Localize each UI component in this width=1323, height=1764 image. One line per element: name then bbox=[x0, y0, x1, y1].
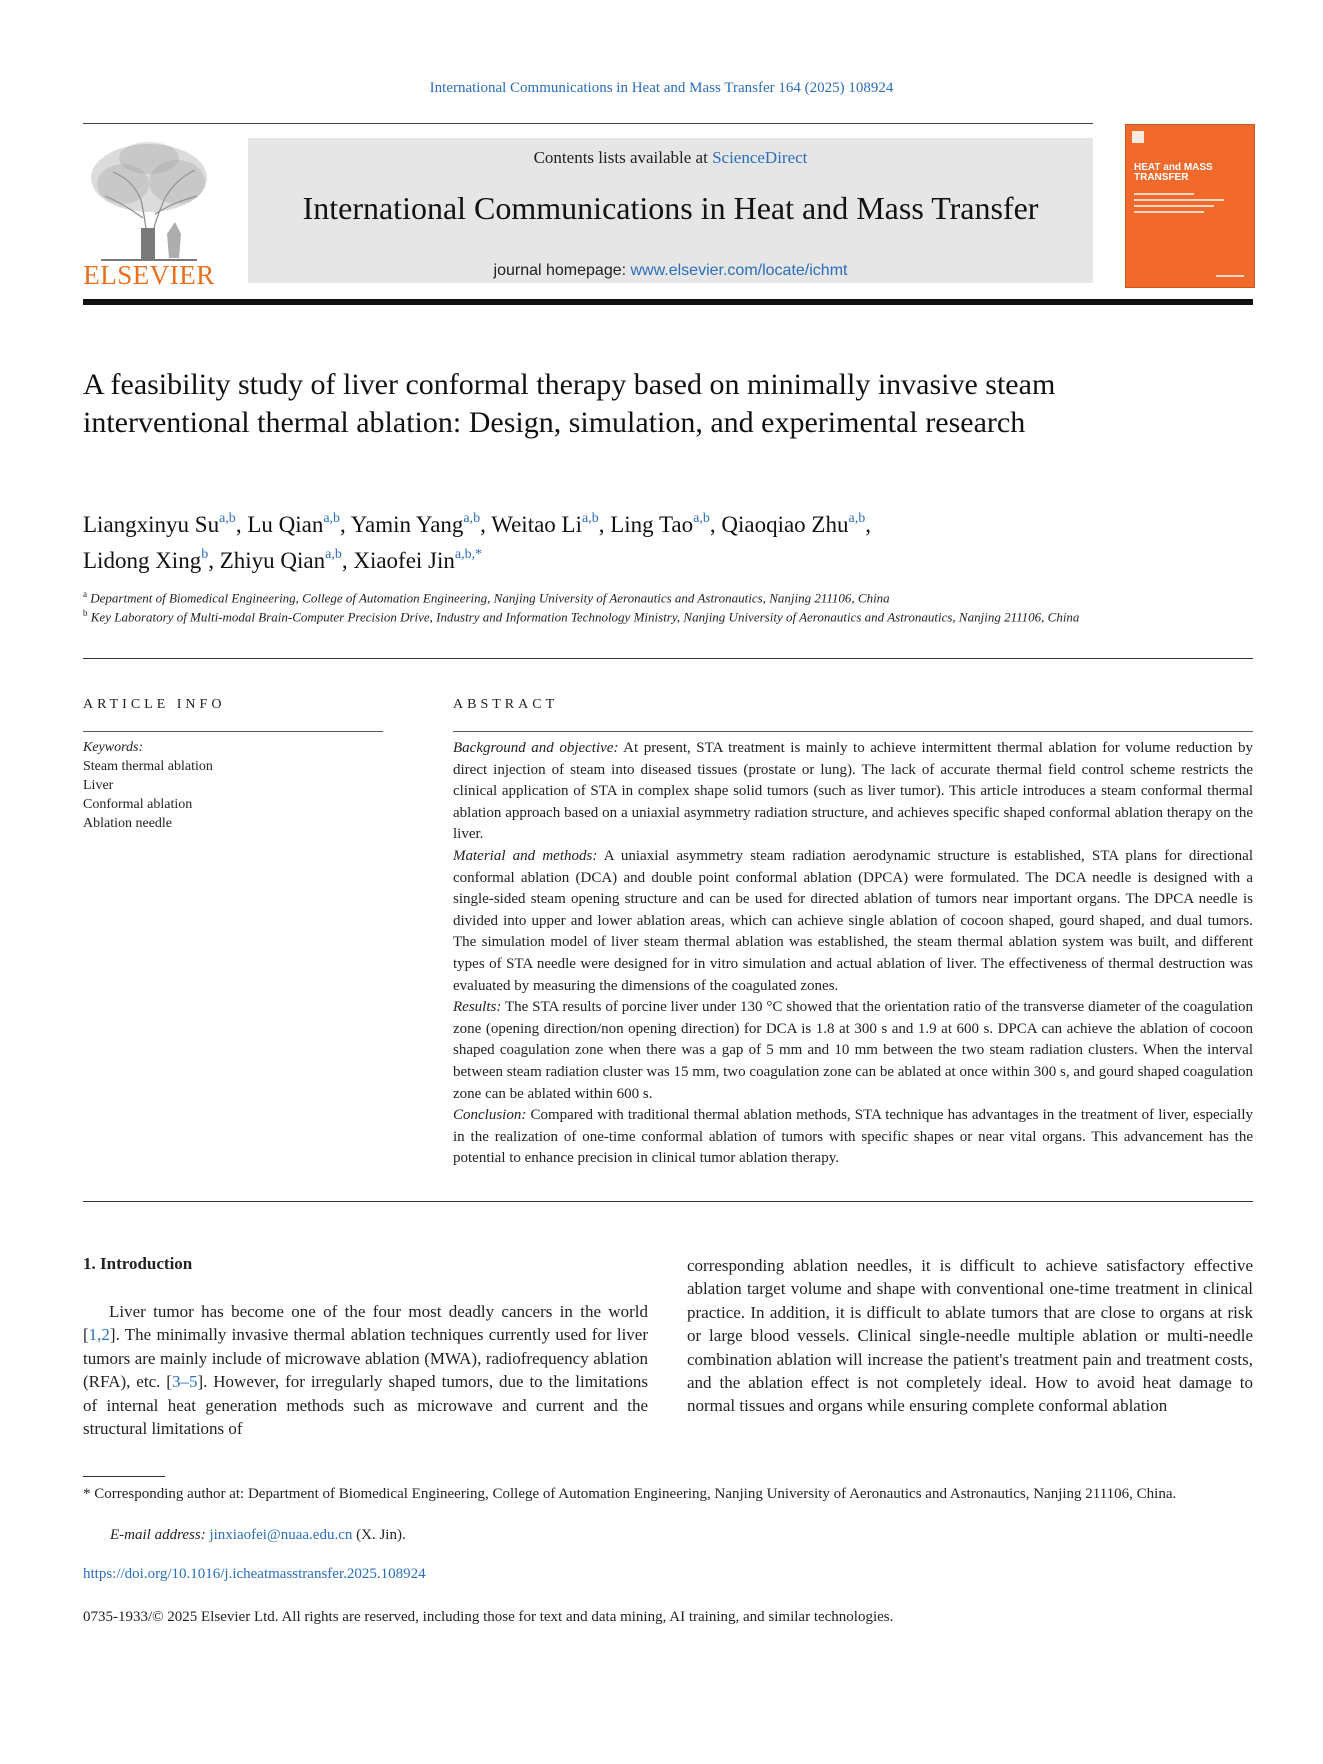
introduction-left-column bbox=[83, 1300, 648, 1440]
abstract-paragraph bbox=[453, 997, 1253, 1105]
author-name[interactable]: Lu Qian bbox=[247, 512, 324, 537]
sciencedirect-link[interactable]: ScienceDirect bbox=[712, 148, 808, 167]
affiliation-divider bbox=[83, 658, 1253, 659]
abstract-label: Conclusion: bbox=[453, 1107, 527, 1124]
author-name[interactable]: Lidong Xing bbox=[83, 548, 202, 573]
header-divider bbox=[83, 123, 1093, 124]
author-name[interactable]: Qiaoqiao Zhu bbox=[721, 512, 849, 537]
cover-text-line bbox=[1134, 193, 1194, 195]
author-affil-mark[interactable]: a,b bbox=[219, 511, 236, 526]
cover-title: HEAT and MASS TRANSFER bbox=[1134, 162, 1213, 183]
publisher-wordmark[interactable]: ELSEVIER bbox=[83, 260, 215, 290]
email-suffix: (X. Jin). bbox=[352, 1527, 406, 1543]
affiliation-mark: b bbox=[83, 608, 88, 618]
introduction-right-column: corresponding ablation needles, it is difficult to achieve satisfactory effective ablation target volume and shape with conventional one-time treatment in clinical practice. In addition, it is difficult to ablate tumors that are close to organs at risk or large blood vessels. Clinical single-needle multiple ablation or multi-needle combination ablation will increase the patient's treatment pain and treatment costs, and the ablation effect is not completely ideal. How to avoid heat damage to normal tissues and organs while ensuring complete conformal ablation bbox=[687, 1256, 1253, 1416]
affiliation-mark: a bbox=[83, 589, 87, 599]
doi-link[interactable]: https://doi.org/10.1016/j.icheatmasstransfer.2025.108924 bbox=[83, 1566, 426, 1582]
author-name[interactable]: Ling Tao bbox=[610, 512, 694, 537]
abstract-paragraph bbox=[453, 738, 1253, 846]
intro-text: ]. However, for irregularly shaped tumors, due to the limitations of internal heat generation methods such as microwave and current and the structural limitations of bbox=[83, 1372, 649, 1439]
copyright-notice: 0735-1933/© 2025 Elsevier Ltd. All rights are reserved, including those for text and data mining, AI training, and similar technologies. bbox=[83, 1609, 894, 1625]
contents-prefix: Contents lists available at bbox=[533, 148, 713, 167]
keyword: Liver bbox=[83, 778, 114, 793]
cover-text-line bbox=[1216, 275, 1244, 277]
abstract-text: Compared with traditional thermal ablation methods, STA technique has advantages in the treatment of liver, especially in the realization of one-time conformal ablation of tumors with specific shapes or near vital organs. This advancement has the potential to enhance precision in clinical tumor ablation therapy. bbox=[453, 1107, 1253, 1167]
author-name[interactable]: Liangxinyu Su bbox=[83, 512, 220, 537]
author-affil-mark[interactable]: a,b bbox=[582, 511, 599, 526]
keywords-label: Keywords: bbox=[83, 740, 144, 755]
author-affil-mark[interactable]: b bbox=[201, 547, 209, 562]
abstract-divider bbox=[453, 731, 1253, 732]
author-name[interactable]: Yamin Yang bbox=[350, 512, 464, 537]
author-affil-mark[interactable]: a,b,* bbox=[454, 547, 483, 562]
author-affil-mark[interactable]: a,b bbox=[325, 547, 342, 562]
keywords-block bbox=[83, 738, 213, 833]
affiliation-text: Department of Biomedical Engineering, College of Automation Engineering, Nanjing University of Aeronautics and Astronautics, Nanjing 211106, China bbox=[90, 590, 890, 606]
abstract-heading: ABSTRACT bbox=[453, 697, 559, 712]
abstract-body bbox=[453, 738, 1253, 1170]
abstract-text: A uniaxial asymmetry steam radiation aerodynamic structure is established, STA plans for directional conformal ablation (DCA) and double point conformal ablation (DPCA) were formulated. The DCA needle is designed with a single-sided steam opening structure and can be used for directed ablation of tumors near important organs. The DPCA needle is divided into upper and lower ablation areas, which can achieve single ablation of cocoon shaped, gourd shaped, and dual tumors. The simulation model of liver steam thermal ablation was established, the steam thermal ablation system was built, and different types of STA needle were designed for in vitro simulation and actual ablation of liver. The effectiveness of thermal destruction was evaluated by measuring the dimensions of the coagulated zones. bbox=[453, 847, 1254, 994]
author-affil-mark[interactable]: a,b bbox=[463, 511, 481, 526]
intro-text: Liver tumor has become one of the four most deadly cancers in the world [ bbox=[83, 1302, 648, 1345]
abstract-paragraph bbox=[453, 846, 1253, 997]
author-affil-mark[interactable]: a,b bbox=[848, 511, 866, 526]
keyword: Steam thermal ablation bbox=[83, 759, 213, 774]
homepage-prefix: journal homepage: bbox=[493, 262, 631, 279]
homepage-line bbox=[248, 262, 1093, 280]
cover-text-line bbox=[1134, 199, 1224, 201]
journal-cover-thumbnail[interactable] bbox=[1125, 124, 1255, 288]
affiliation-b bbox=[83, 604, 1203, 626]
keyword: Ablation needle bbox=[83, 816, 173, 831]
abstract-text: At present, STA treatment is mainly to achieve intermittent thermal ablation for volume reduction by direct injection of steam into diseased tissues (prostate or lung). The lack of accurate thermal field control scheme restricts the clinical application of STA in complex shape solid tumors (such as liver tumor). This article introduces a steam conformal thermal ablation approach based on a uniaxial asymmetry radiation structure, and achieves specific shaped conformal ablation therapy on the liver. bbox=[453, 740, 1253, 843]
email-line bbox=[110, 1527, 406, 1544]
journal-title: International Communications in Heat and Mass Transfer bbox=[302, 190, 1039, 226]
corresponding-author-note: * Corresponding author at: Department of Biomedical Engineering, College of Automation Engineering, Nanjing University of Aeronautics and Astronautics, Nanjing 211106, China. bbox=[83, 1486, 1177, 1502]
author-name[interactable]: Xiaofei Jin bbox=[353, 548, 455, 573]
reference-link[interactable]: 1,2 bbox=[88, 1325, 110, 1345]
reference-link[interactable]: 3–5 bbox=[171, 1372, 198, 1392]
abstract-text: The STA results of porcine liver under 130 °C showed that the orientation ratio of the transverse diameter of the coagulation zone (opening direction/non opening direction) for DCA is 1.8 at 300 s and 1.9 at 600 s. DPCA can achieve the ablation of cocoon shaped coagulation zone when there was a gap of 5 mm and 10 mm between the two steam radiation clusters. When the interval between steam radiation cluster was 15 mm, two coagulation zone can be ablated at once within 300 s, and gourd shaped coagulation zone can be ablated within 600 s. bbox=[453, 999, 1253, 1102]
journal-banner bbox=[248, 138, 1093, 283]
cover-text-line bbox=[1134, 211, 1204, 213]
affiliation-text: Key Laboratory of Multi-modal Brain-Computer Precision Drive, Industry and Information Technology Ministry, Nanjing University of Aeronautics and Astronautics, Nanjing 211106, China bbox=[90, 609, 1080, 625]
article-title: A feasibility study of liver conformal therapy based on minimally invasive steam interventional thermal ablation: Design, simulation, and experimental research bbox=[83, 368, 1056, 439]
intro-text: ]. The minimally invasive thermal ablation techniques currently used for liver tumors are mainly include of microwave ablation (MWA), radiofrequency ablation (RFA), etc. [ bbox=[83, 1325, 648, 1392]
email-label: E-mail address: bbox=[110, 1527, 206, 1543]
cover-logo-icon bbox=[1132, 131, 1144, 143]
author-name[interactable]: Zhiyu Qian bbox=[219, 548, 326, 573]
author-name[interactable]: Weitao Li bbox=[491, 512, 582, 537]
abstract-end-divider bbox=[83, 1201, 1253, 1202]
keyword: Conformal ablation bbox=[83, 797, 193, 812]
article-info-divider bbox=[83, 731, 383, 732]
abstract-label: Background and objective: bbox=[453, 740, 619, 756]
contents-line bbox=[248, 148, 1093, 168]
abstract-label: Material and methods: bbox=[453, 847, 598, 864]
cover-text-line bbox=[1134, 205, 1214, 207]
journal-homepage-link[interactable]: www.elsevier.com/locate/ichmt bbox=[630, 262, 848, 279]
author-list: Liangxinyu Su$^{a,b}$, Lu Qian$^{a,b}$, Yamin Yang$^{a,b}$, Weitao Li$^{a,b}$, Ling Tao$^{a,b}$, Qiaoqiao Zhu$^{a,b}$, Lidong Xing$^b$, Zhiyu Qian$^{a,b}$, Xiaofei Jin$^{a,b,*}$ bbox=[83, 511, 871, 573]
introduction-heading: 1. Introduction bbox=[83, 1254, 193, 1273]
masthead-rule bbox=[83, 299, 1253, 305]
author-affil-mark[interactable]: a,b bbox=[693, 511, 710, 526]
running-header[interactable]: International Communications in Heat and Mass Transfer 164 (2025) 108924 bbox=[429, 80, 894, 96]
footnote-divider bbox=[83, 1476, 165, 1477]
article-info-heading: ARTICLE INFO bbox=[83, 697, 226, 712]
email-link[interactable]: jinxiaofei@nuaa.edu.cn bbox=[209, 1527, 353, 1543]
author-affil-mark[interactable]: a,b bbox=[323, 511, 341, 526]
abstract-paragraph bbox=[453, 1105, 1253, 1170]
abstract-label: Results: bbox=[453, 999, 502, 1016]
